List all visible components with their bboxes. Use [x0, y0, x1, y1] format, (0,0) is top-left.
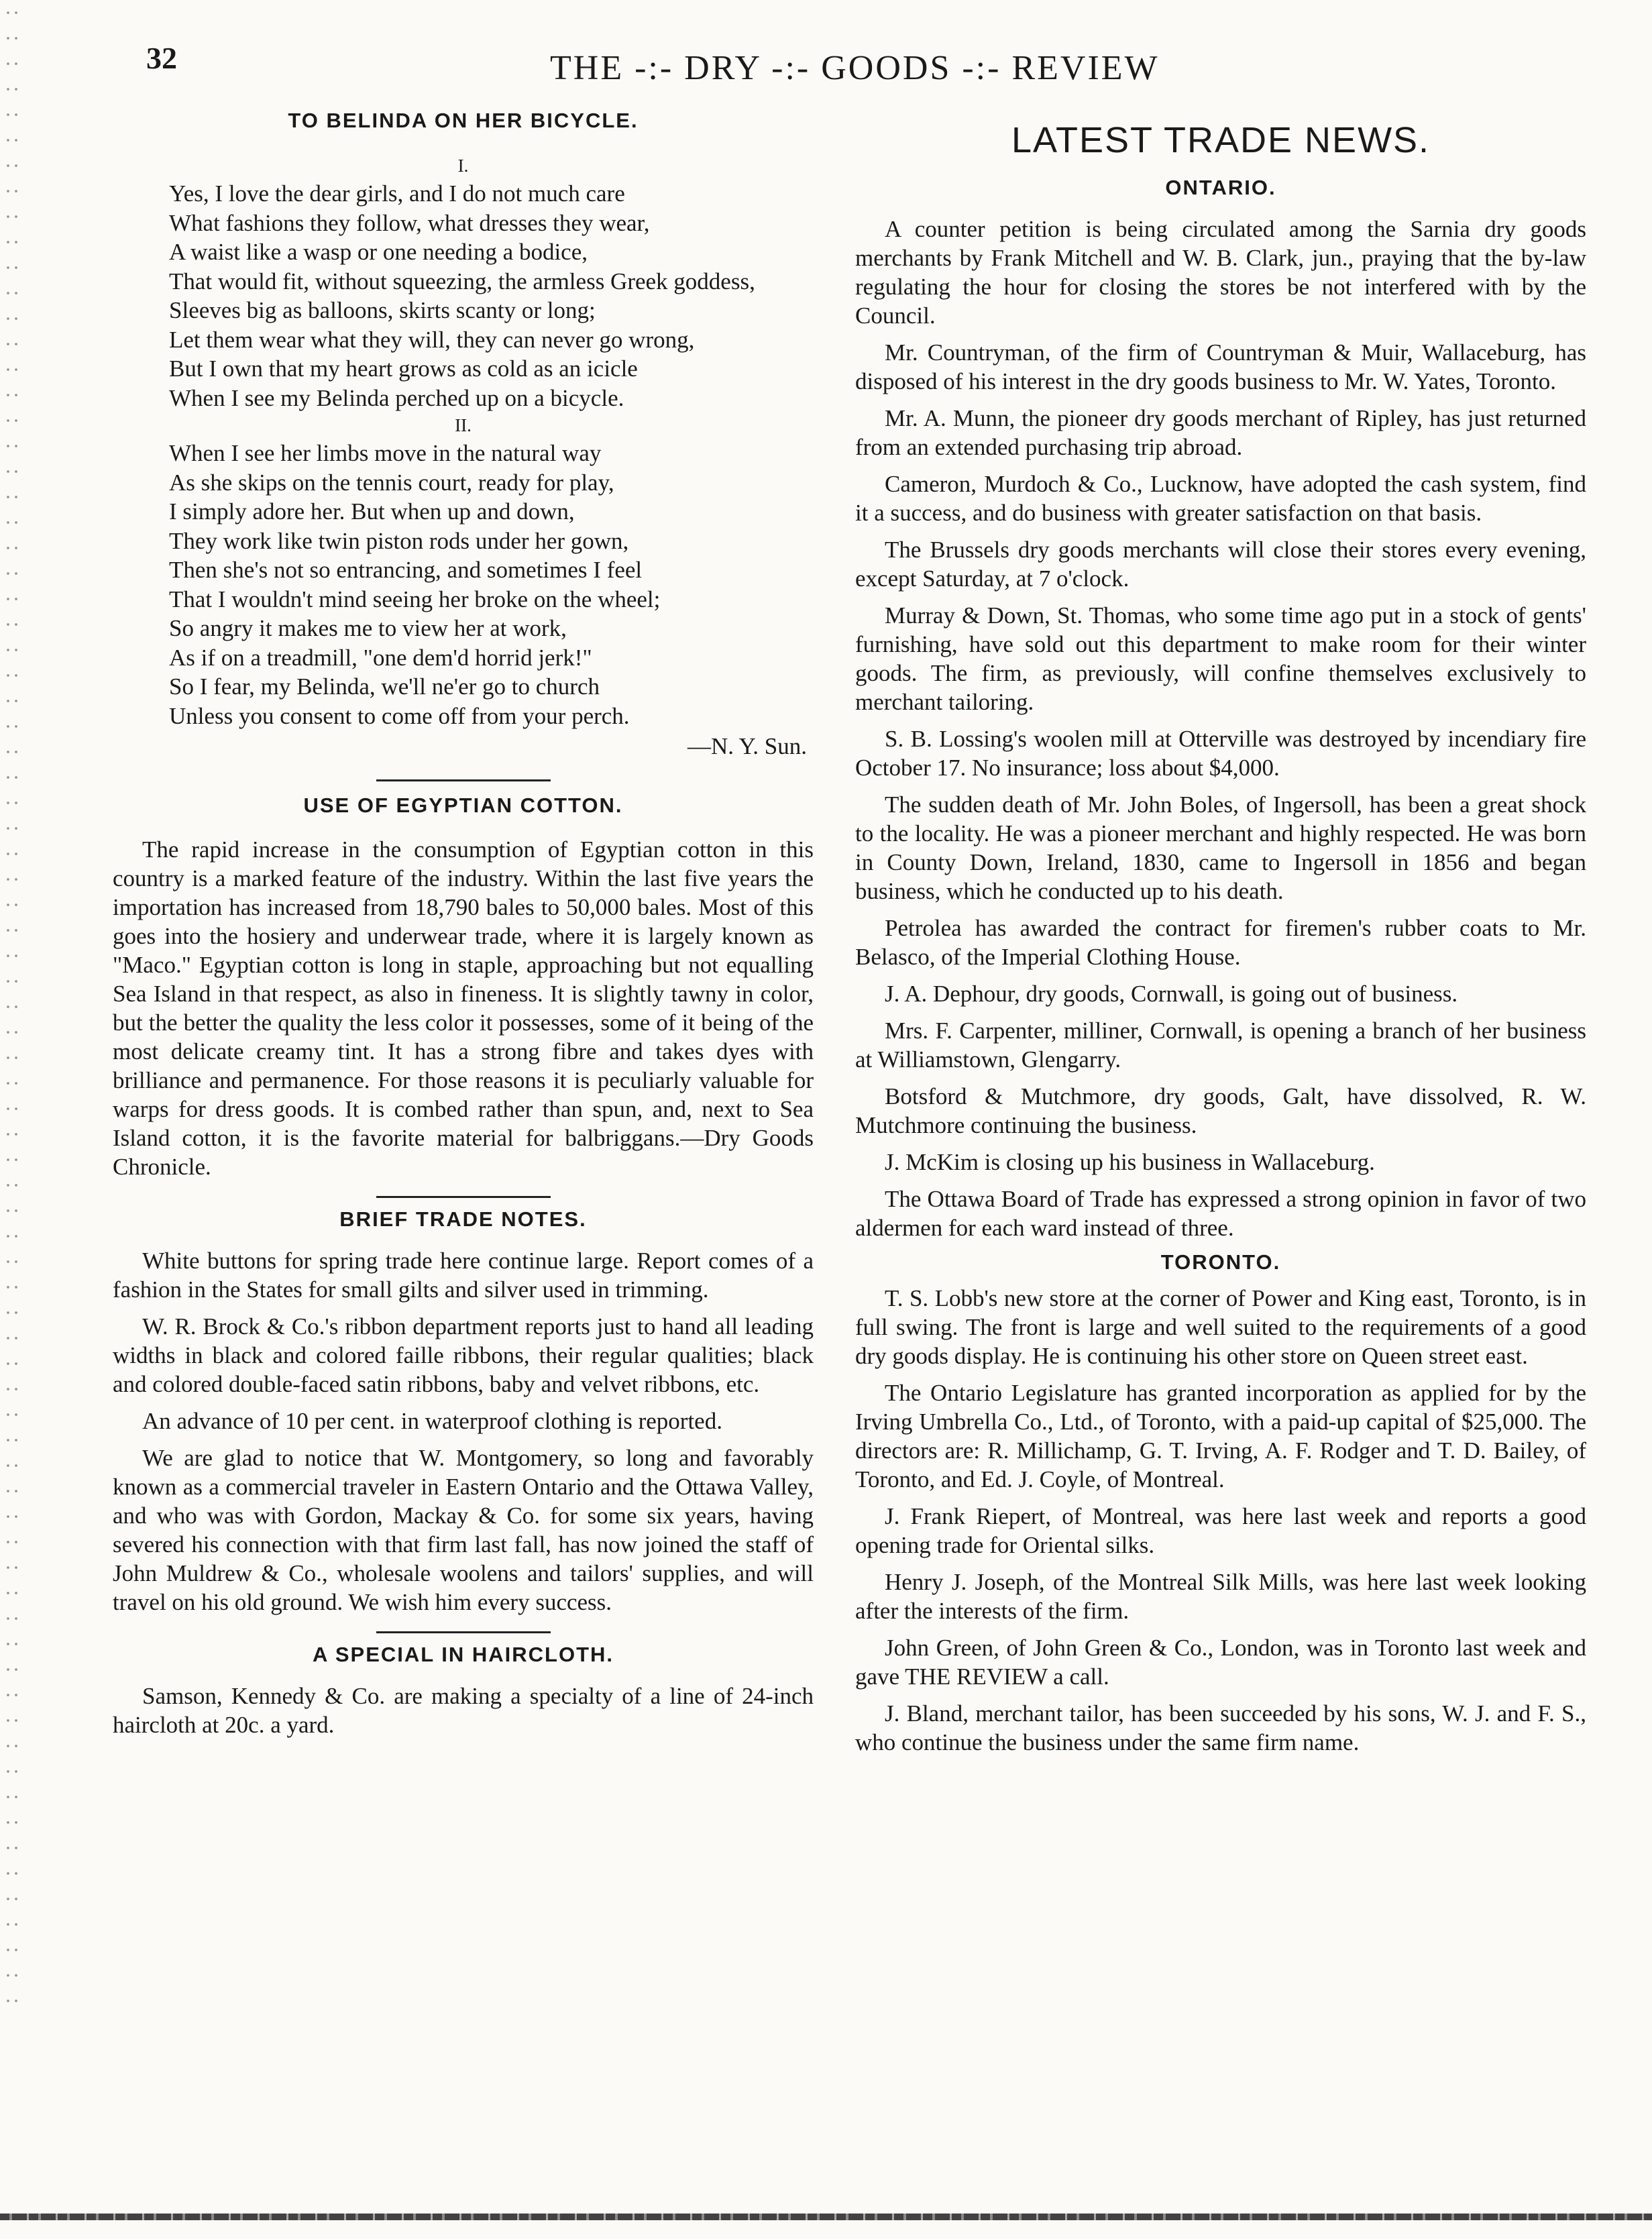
poem-line: When I see my Belinda perched up on a bicycle. — [169, 384, 624, 411]
poem-line: Yes, I love the dear girls, and I do not much care — [169, 180, 625, 207]
news-item: Mr. A. Munn, the pioneer dry goods merchant of Ripley, has just returned from an extended purchasing trip abroad. — [855, 405, 1586, 460]
poem-line: They work like twin piston rods under her gown, — [169, 527, 629, 554]
poem-line: What fashions they follow, what dresses they wear, — [169, 209, 650, 236]
news-item: A counter petition is being circulated among the Sarnia dry goods merchants by Frank Mitchell and W. B. Clark, jun., praying that the by-law regulating the hour for closing the stores be not interfered with by the Council. — [855, 216, 1586, 329]
poem-line: Sleeves big as balloons, skirts scanty or long; — [169, 297, 596, 323]
news-item: Cameron, Murdoch & Co., Lucknow, have adopted the cash system, find it a success, and do business with greater satisfaction on that basis. — [855, 471, 1586, 526]
poem-line: A waist like a wasp or one needing a bodice, — [169, 239, 588, 265]
news-item: Murray & Down, St. Thomas, who some time ago put in a stock of gents' furnishing, have sold out this department to make room for their winter goods. The firm, as previously, will confine themselves exclusively to merchant tailoring. — [855, 602, 1586, 715]
brief-note: White buttons for spring trade here continue large. Report comes of a fashion in the States for small gilts and silver used in trimming. — [113, 1248, 814, 1303]
news-item: The Ottawa Board of Trade has expressed a strong opinion in favor of two aldermen for each ward instead of three. — [855, 1186, 1586, 1241]
cotton-heading: USE OF EGYPTIAN COTTON. — [303, 794, 623, 817]
poem-line: That I wouldn't mind seeing her broke on the wheel; — [169, 586, 661, 612]
toronto-heading: TORONTO. — [1160, 1250, 1281, 1274]
section-divider — [376, 1631, 551, 1633]
news-item: The sudden death of Mr. John Boles, of Ingersoll, has been a great shock to the locality. He was a pioneer merchant and highly respected. He was born in County Down, Ireland, 1830, came to Ingersoll in 1856 and began business, which he conducted up to his death. — [855, 791, 1586, 904]
poem-line: That would fit, without squeezing, the armless Greek goddess, — [169, 268, 755, 294]
news-item: Mr. Countryman, of the firm of Countryman & Muir, Wallaceburg, has disposed of his interest in the dry goods business to Mr. W. Yates, Toronto. — [855, 339, 1586, 394]
haircloth-heading: A SPECIAL IN HAIRCLOTH. — [312, 1643, 614, 1666]
section-divider — [376, 1196, 551, 1198]
poem-line: But I own that my heart grows as cold as an icicle — [169, 356, 638, 382]
page-number: 32 — [146, 41, 177, 75]
poem-verse-2 — [113, 439, 814, 730]
news-item: Henry J. Joseph, of the Montreal Silk Mills, was here last week looking after the interests of the firm. — [855, 1569, 1586, 1624]
news-item: Mrs. F. Carpenter, milliner, Cornwall, is opening a branch of her business at Williamstown, Glengarry. — [855, 1018, 1586, 1073]
brief-note: W. R. Brock & Co.'s ribbon department reports just to hand all leading widths in black and colored faille ribbons, their regular qualities; black and colored double-faced satin ribbons, baby and velvet ribbons, etc. — [113, 1313, 814, 1397]
verse-number: II. — [455, 415, 472, 435]
cotton-article: The rapid increase in the consumption of Egyptian cotton in this country is a marked feature of the industry. Within the last five years the importation has increased from 18,790 bales to 50,000 bales. Most of this goes into the hosiery and underwear trade, where it is largely known as "Maco." Egyptian cotton is long in staple, approaching but not equalling Sea Island in that respect, as also in fineness. It is slightly tawny in color, but the better the quality the less color it possesses, some of it being of the most delicate creamy tint. It has a strong fibre and takes dyes with brilliance and permanence. For those reasons it is peculiarly valuable for warps for dress goods. It is combed rather than spun, and, next to Sea Island cotton, it is the favorite material for balbriggans.—Dry Goods Chronicle. — [113, 836, 814, 1180]
bottom-edge-rule — [0, 2214, 1652, 2220]
news-item: J. McKim is closing up his business in Wallaceburg. — [885, 1149, 1375, 1175]
section-divider — [376, 779, 551, 781]
news-item: T. S. Lobb's new store at the corner of Power and King east, Toronto, is in full swing. The front is large and well suited to the requirements of a good dry goods display. He is continuing his other store on Queen street east. — [855, 1285, 1586, 1369]
ontario-heading: ONTARIO. — [1165, 176, 1276, 199]
news-item: The Ontario Legislature has granted incorporation as applied for by the Irving Umbrella Co., Ltd., of Toronto, with a paid-up capital of $25,000. The directors are: R. Millichamp, G. T. Irving, A. F. Rodger and T. D. Bailey, of Toronto, and Ed. J. Coyle, of Montreal. — [855, 1380, 1586, 1492]
poem-attribution: —N. Y. Sun. — [687, 733, 807, 759]
news-item: The Brussels dry goods merchants will close their stores every evening, except Saturday, at 7 o'clock. — [855, 537, 1586, 592]
brief-notes-heading: BRIEF TRADE NOTES. — [339, 1207, 587, 1231]
poem-line: Let them wear what they will, they can never go wrong, — [169, 326, 695, 353]
news-item: John Green, of John Green & Co., London, was in Toronto last week and gave THE REVIEW a call. — [855, 1635, 1586, 1690]
news-item: J. Frank Riepert, of Montreal, was here last week and reports a good opening trade for Oriental silks. — [855, 1503, 1586, 1558]
brief-note: We are glad to notice that W. Montgomery, so long and favorably known as a commercial traveler in Eastern Ontario and the Ottawa Valley, and who was with Gordon, Mackay & Co. for some six years, having severed his connection with that firm last fall, has now joined the staff of John Muldrew & Co., wholesale woolens and tailors' supplies, and will travel on his old ground. We wish him every success. — [113, 1445, 814, 1615]
brief-note: An advance of 10 per cent. in waterproof clothing is reported. — [142, 1408, 722, 1434]
news-item: Petrolea has awarded the contract for firemen's rubber coats to Mr. Belasco, of the Imperial Clothing House. — [855, 915, 1586, 970]
news-item: S. B. Lossing's woolen mill at Otterville was destroyed by incendiary fire October 17. No insurance; loss about $4,000. — [855, 726, 1586, 781]
poem-line: As if on a treadmill, "one dem'd horrid jerk!" — [169, 644, 592, 671]
poem-line: So I fear, my Belinda, we'll ne'er go to church — [169, 673, 600, 700]
masthead: THE -:- DRY -:- GOODS -:- REVIEW — [550, 49, 1160, 87]
poem-verse-1 — [113, 179, 814, 413]
latest-trade-news-title: LATEST TRADE NEWS. — [1011, 120, 1431, 160]
left-margin-specks — [4, 0, 21, 2012]
news-item: J. Bland, merchant tailor, has been succeeded by his sons, W. J. and F. S., who continue the business under the same firm name. — [855, 1700, 1586, 1755]
news-item: Botsford & Mutchmore, dry goods, Galt, have dissolved, R. W. Mutchmore continuing the business. — [855, 1083, 1586, 1138]
news-item: J. A. Dephour, dry goods, Cornwall, is going out of business. — [885, 981, 1458, 1007]
poem-title: TO BELINDA ON HER BICYCLE. — [288, 109, 639, 132]
right-column — [855, 0, 1586, 1765]
poem-line: As she skips on the tennis court, ready for play, — [169, 469, 614, 496]
haircloth-article: Samson, Kennedy & Co. are making a specialty of a line of 24-inch haircloth at 20c. a yard. — [113, 1683, 814, 1738]
verse-number: I. — [457, 156, 469, 176]
poem-line: So angry it makes me to view her at work, — [169, 615, 567, 641]
poem-line: Then she's not so entrancing, and sometimes I feel — [169, 557, 643, 583]
poem-line: I simply adore her. But when up and down, — [169, 498, 575, 525]
left-column — [113, 0, 814, 1747]
poem-line: When I see her limbs move in the natural way — [169, 440, 602, 466]
poem-line: Unless you consent to come off from your perch. — [169, 702, 630, 729]
